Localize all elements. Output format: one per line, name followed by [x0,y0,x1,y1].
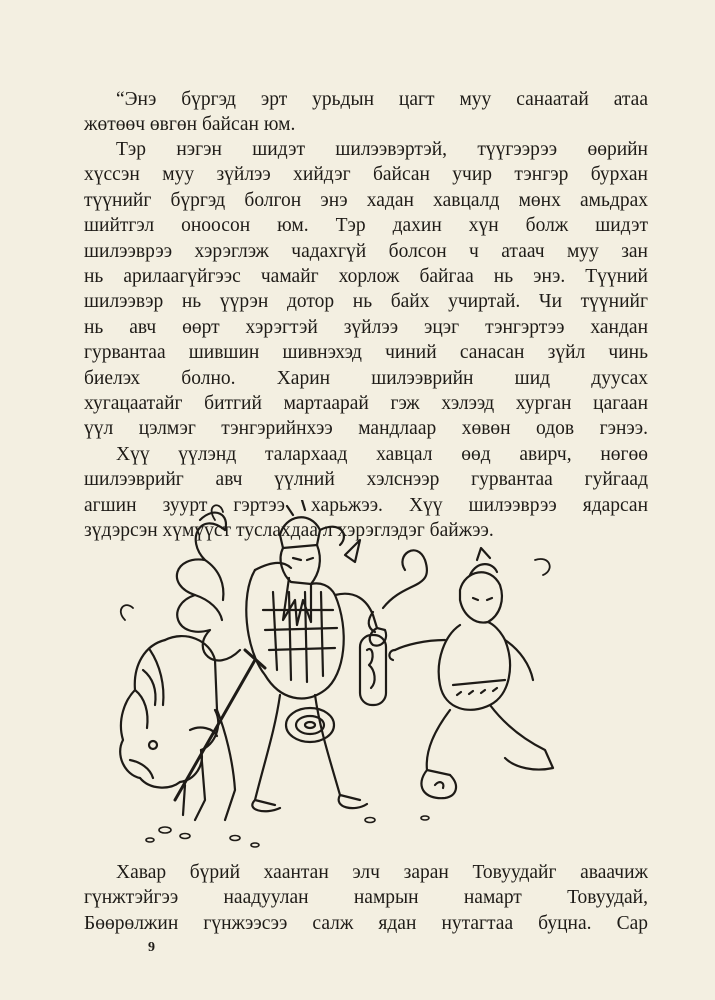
text-line: нь арилаагүйгээс чамайг хорлож байгаа нь энэ. Түүний [84,266,648,288]
text-line: Тэр нэгэн шидэт шилээвэртэй, түүгээрээ өөрийн [116,139,648,160]
text-line: хүссэн муу зүйлээ хийдэг байсан учир тэнгэр бурхан [84,164,648,186]
magic-bottle [360,550,427,705]
text-line: шилээвэр нь үүрэн дотор нь байх учиртай. Чи түүнийг [84,291,648,313]
text-line: Бөөрөлжин гүнжээсээ салж ядан нутагтаа буцна. Сар [84,912,648,934]
text-line: гүнжтэйгээ наадуулан намрын намарт Товуудай, [84,887,648,909]
text-line: нь авч өөрт хэрэгтэй зүйлээ эцэг тэнгэртээ хандан [84,316,648,338]
text-line: шилээврийг авч үүлний хэлснээр гурвантаа гуйгаад [84,469,648,491]
text-line: шилээврээ хэрэглэж чадахгүй болсон ч атаач муу зан [84,240,648,262]
paragraph-2 [84,137,648,544]
paragraph-1 [84,87,648,138]
paragraph-3 [84,860,648,936]
text-line: шийтгэл оноосон юм. Тэр дахин хүн болж шидэт [84,215,648,237]
text-line: гурвантаа шившин шивнэхэд чиний санасан зүйл чинь [84,342,648,364]
text-line: түүнийг бүргэд болгон энэ хадан хавцалд мөнх амьдрах [84,189,648,211]
ground-stones [146,816,429,847]
horse-figure [120,636,235,820]
page-number: 9 [148,940,155,955]
text-line: агшин зуурт гэртээ харьжээ. Хүү шилээврээ ядарсан [84,494,648,516]
text-line: “Энэ бүргэд эрт урьдын цагт муу санаатай атаа [116,89,648,110]
text-line: хугацаатайг битгий мартаарай гэж хэлээд хурган цагаан [84,393,648,415]
text-line: биелэх болно. Харин шилээврийн шид дуусах [84,367,648,389]
warrior-figure [175,500,386,811]
text-line: жөтөөч өвгөн байсан юм. [84,114,296,136]
story-illustration [105,500,575,855]
text-line: Хүү үүлэнд талархаад хавцал өөд авирч, нөгөө [116,443,648,465]
text-line: Хавар бүрий хаантан элч заран Товуудайг аваачиж [116,862,648,883]
text-line: зүдэрсэн хүмүүст туслахдаа л хэрэглэдэг байжээ. [84,520,494,542]
text-line: үүл цэлмэг тэнгэрийнхээ мандлаар хөвөн одов гэнээ. [84,418,648,440]
